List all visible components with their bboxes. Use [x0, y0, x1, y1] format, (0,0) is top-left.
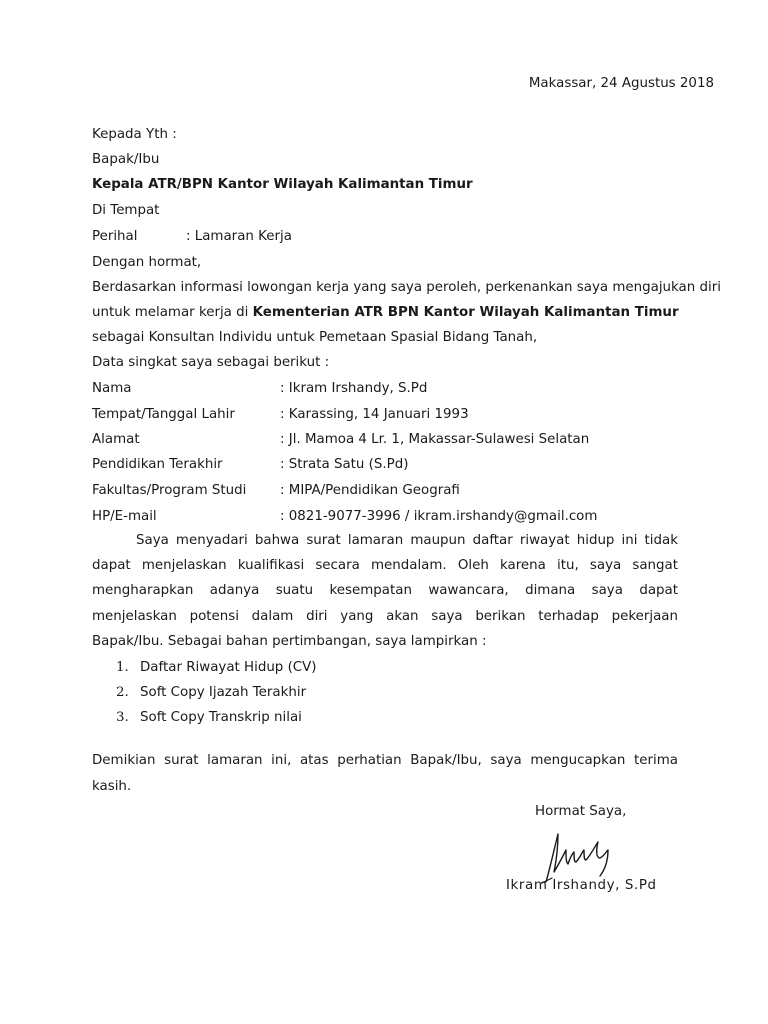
data-label: Fakultas/Program Studi: [92, 483, 247, 498]
data-value: : MIPA/Pendidikan Geografi: [280, 483, 460, 498]
data-value: : Jl. Mamoa 4 Lr. 1, Makassar-Sulawesi Selatan: [280, 432, 590, 447]
data-value: : Strata Satu (S.Pd): [280, 457, 409, 472]
subject-label: Perihal: [92, 229, 138, 244]
recipient-to: Kepada Yth :: [92, 127, 177, 142]
greeting: Dengan hormat,: [92, 255, 202, 270]
signature-mark: [536, 828, 616, 884]
closing-salutation: Hormat Saya,: [535, 804, 627, 819]
body-line-5: Bapak/Ibu. Sebagai bahan pertimbangan, saya lampirkan :: [92, 634, 487, 649]
body-line-2: dapat menjelaskan kualifikasi secara mendalam. Oleh karena itu, saya sangat: [92, 558, 678, 573]
data-label: Tempat/Tanggal Lahir: [92, 407, 235, 422]
attachment-number: 1.: [116, 660, 129, 675]
data-label: Alamat: [92, 432, 140, 447]
intro-line-4: Data singkat saya sebagai berikut :: [92, 355, 330, 370]
intro-line-2: [92, 304, 679, 322]
signer-name: Ikram Irshandy, S.Pd: [506, 878, 657, 893]
data-value: : 0821-9077-3996 / ikram.irshandy@gmail.com: [280, 509, 598, 524]
attachment-text: Daftar Riwayat Hidup (CV): [140, 660, 317, 675]
body-line-1: Saya menyadari bahwa surat lamaran maupun daftar riwayat hidup ini tidak: [136, 533, 678, 548]
attachment-number: 2.: [116, 685, 129, 700]
data-label: Pendidikan Terakhir: [92, 457, 223, 472]
recipient-title: Kepala ATR/BPN Kantor Wilayah Kalimantan Timur: [92, 177, 473, 192]
body-line-3: mengharapkan adanya suatu kesempatan wawancara, dimana saya dapat: [92, 583, 678, 598]
data-row-birth: [92, 406, 469, 424]
attachment-text: Soft Copy Transkrip nilai: [140, 710, 302, 725]
data-label: HP/E-mail: [92, 509, 157, 524]
attachment-item: [116, 684, 306, 702]
data-value: : Karassing, 14 Januari 1993: [280, 407, 469, 422]
intro-line-2-prefix: untuk melamar kerja di: [92, 305, 253, 320]
data-row-address: [92, 431, 589, 449]
intro-line-1: Berdasarkan informasi lowongan kerja yang saya peroleh, perkenankan saya mengajukan diri: [92, 280, 721, 295]
data-row-faculty: [92, 482, 460, 500]
data-value: : Ikram Irshandy, S.Pd: [280, 381, 428, 396]
intro-employer: Kementerian ATR BPN Kantor Wilayah Kalimantan Timur: [252, 305, 679, 320]
intro-line-3: sebagai Konsultan Individu untuk Pemetaan Spasial Bidang Tanah,: [92, 330, 538, 345]
attachment-number: 3.: [116, 710, 129, 725]
subject-value: : Lamaran Kerja: [186, 229, 292, 244]
attachment-text: Soft Copy Ijazah Terakhir: [140, 685, 307, 700]
recipient-honorific: Bapak/Ibu: [92, 152, 160, 167]
attachment-item: [116, 709, 302, 727]
recipient-place: Di Tempat: [92, 203, 160, 218]
letter-date: Makassar, 24 Agustus 2018: [528, 76, 714, 91]
data-row-education: [92, 456, 408, 474]
body-line-4: menjelaskan potensi dalam diri yang akan saya berikan terhadap pekerjaan: [92, 609, 678, 624]
closing-line-1: Demikian surat lamaran ini, atas perhatian Bapak/Ibu, saya mengucapkan terima: [92, 753, 678, 768]
subject-line: [92, 228, 292, 246]
data-row-name: [92, 380, 427, 398]
data-label: Nama: [92, 381, 132, 396]
closing-line-2: kasih.: [92, 779, 132, 794]
data-row-contact: [92, 508, 597, 526]
attachment-item: [116, 659, 317, 677]
